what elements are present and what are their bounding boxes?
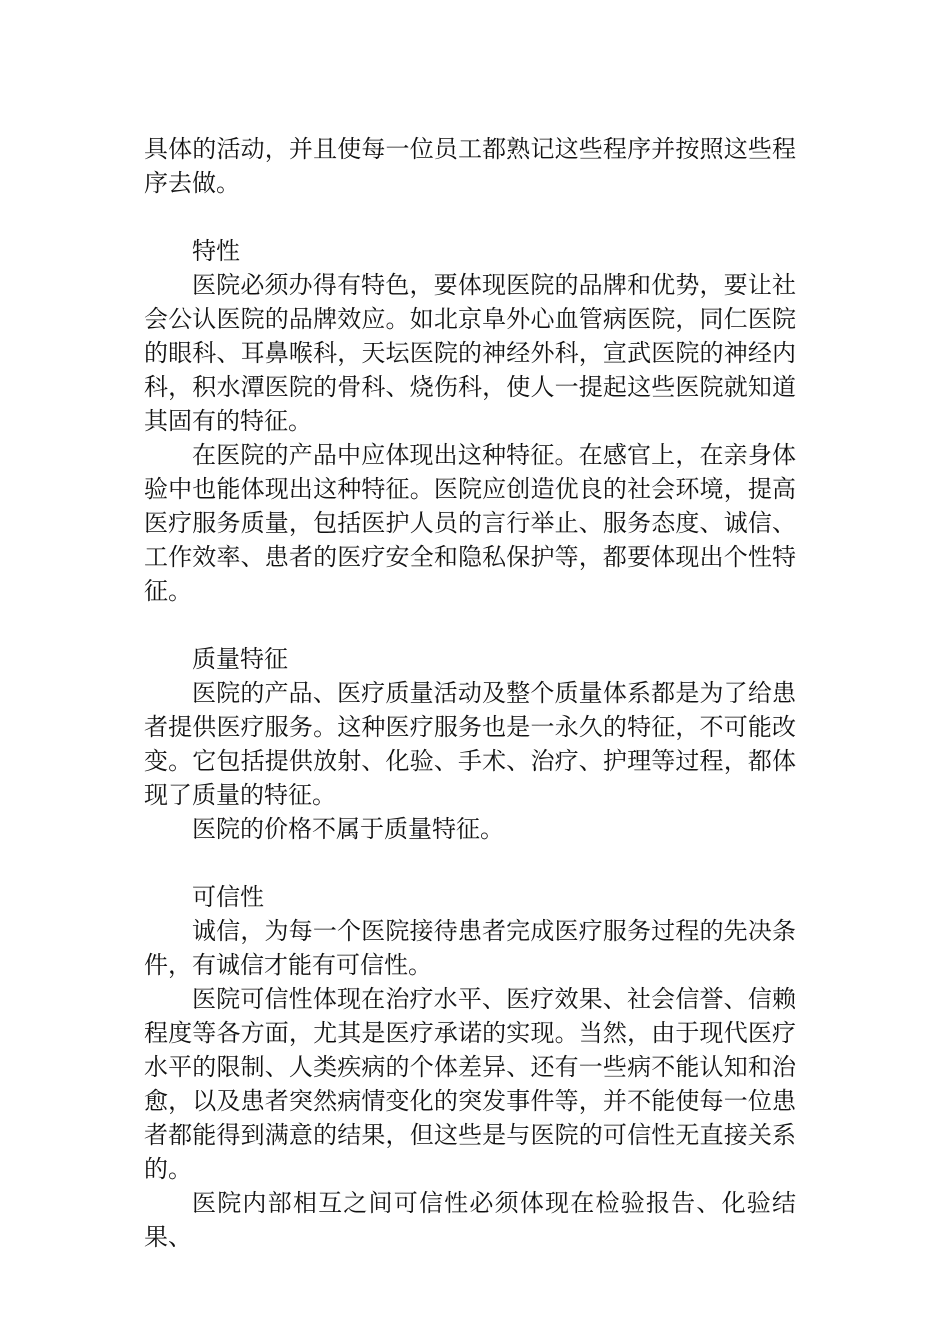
section-gap: [144, 608, 796, 642]
body-paragraph: 医院可信性体现在治疗水平、医疗效果、社会信誉、信赖程度等各方面，尤其是医疗承诺的实现。当然，由于现代医疗水平的限制、人类疾病的个体差异、还有一些病不能认知和治愈，以及患者突然病情变化的突发事件等，并不能使每一位患者都能得到满意的结果，但这些是与医院的可信性无直接关系的。: [144, 985, 796, 1183]
body-paragraph: 在医院的产品中应体现出这种特征。在感官上，在亲身体验中也能体现出这种特征。医院应创造优良的社会环境，提高医疗服务质量，包括医护人员的言行举止、服务态度、诚信、工作效率、患者的医疗安全和隐私保护等，都要体现出个性特征。: [144, 441, 796, 605]
body-paragraph: 诚信，为每一个医院接待患者完成医疗服务过程的先决条件，有诚信才能有可信性。: [144, 917, 796, 979]
section-gap: [144, 200, 796, 234]
section-heading-credibility: 可信性: [192, 883, 264, 911]
body-paragraph: 医院的产品、医疗质量活动及整个质量体系都是为了给患者提供医疗服务。这种医疗服务也是一永久的特征，不可能改变。它包括提供放射、化验、手术、治疗、护理等过程，都体现了质量的特征。: [144, 679, 796, 809]
section-heading-characteristics: 特性: [192, 237, 240, 265]
section-heading-quality: 质量特征: [192, 645, 288, 673]
body-paragraph: 医院内部相互之间可信性必须体现在检验报告、化验结果、: [144, 1189, 796, 1251]
body-paragraph: 医院的价格不属于质量特征。: [192, 815, 504, 843]
document-page: [144, 132, 796, 1254]
intro-paragraph: 具体的活动，并且使每一位员工都熟记这些程序并按照这些程序去做。: [144, 135, 796, 197]
section-gap: [144, 846, 796, 880]
body-paragraph: 医院必须办得有特色，要体现医院的品牌和优势，要让社会公认医院的品牌效应。如北京阜外心血管病医院，同仁医院的眼科、耳鼻喉科，天坛医院的神经外科，宣武医院的神经内科，积水潭医院的骨科、烧伤科，使人一提起这些医院就知道其固有的特征。: [144, 271, 796, 435]
